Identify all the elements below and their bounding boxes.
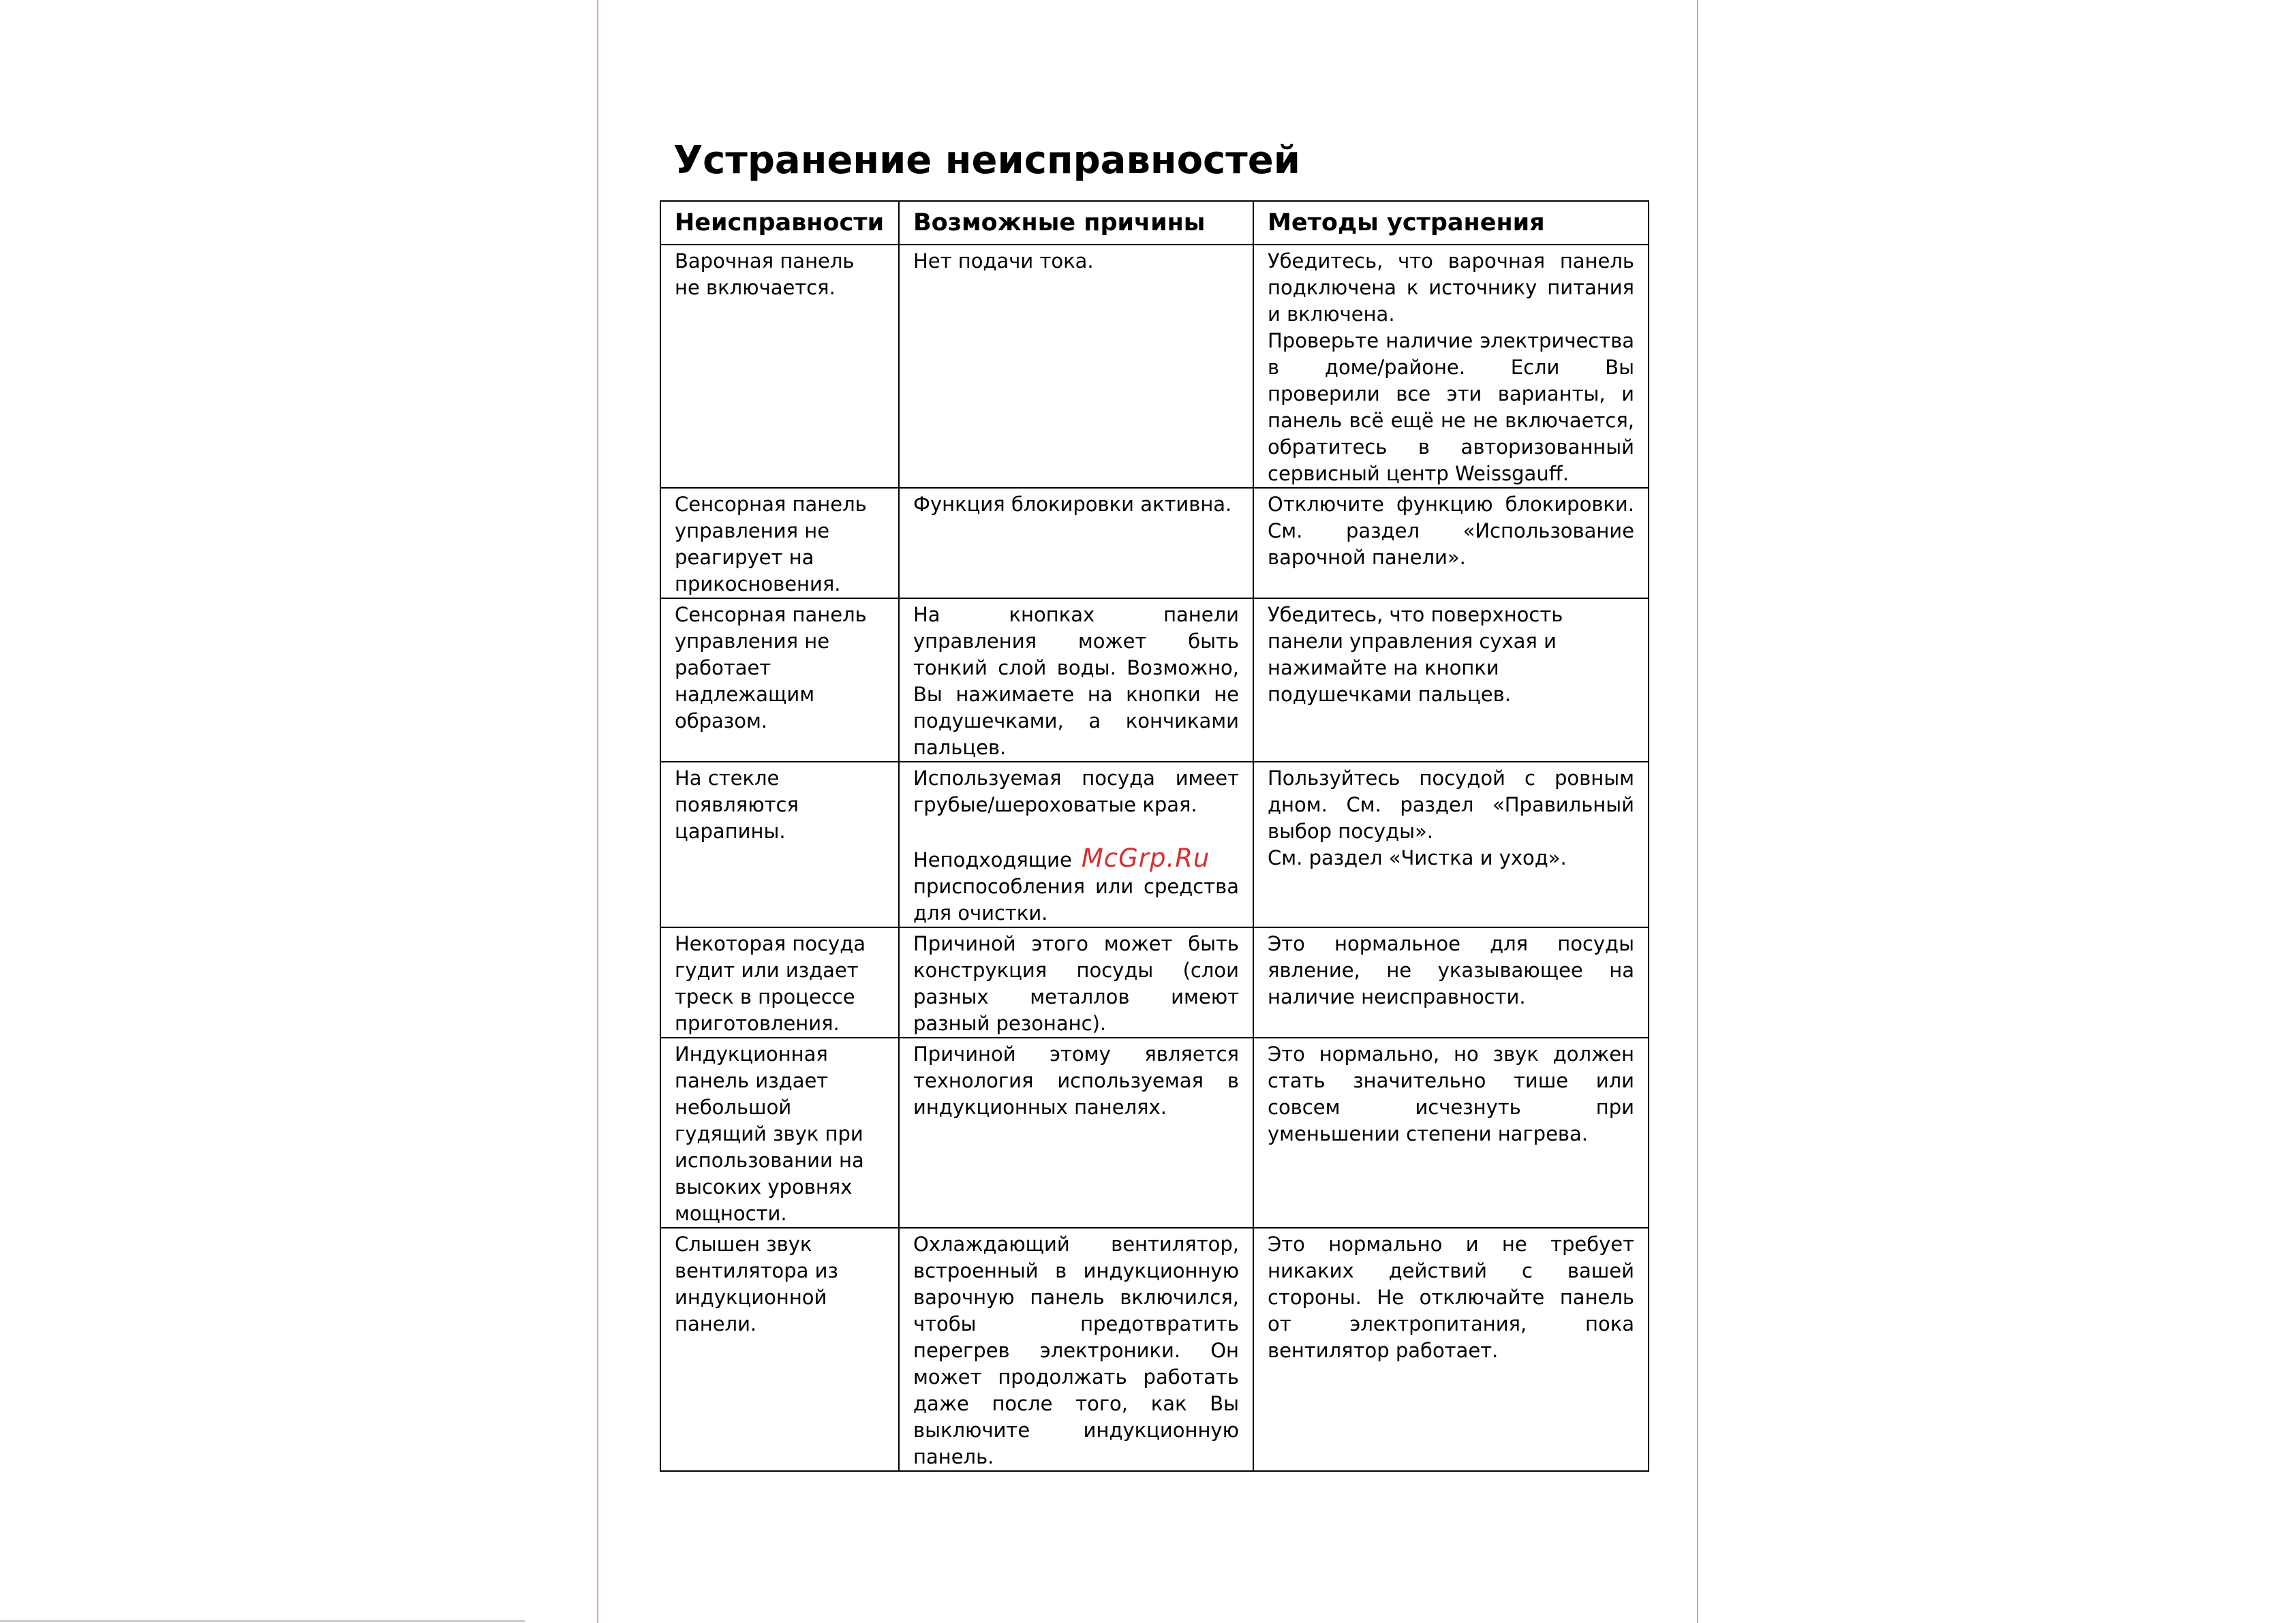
solution-cell <box>1253 488 1649 598</box>
table-row <box>660 245 1649 488</box>
table-row <box>660 1038 1649 1228</box>
solution-text: Это нормально, но звук должен стать значительно тише или совсем исчезнуть при уменьшении степени нагрева. <box>1268 1042 1634 1145</box>
cause-cell: Функция блокировки активна. <box>899 488 1253 598</box>
cause-text: приспособления или средства для очистки. <box>913 875 1239 925</box>
cause-text <box>913 845 1239 874</box>
table-row <box>660 762 1649 927</box>
bottom-divider-line <box>0 1620 525 1622</box>
cause-cell: Причиной этого может быть конструкция посуды (слои разных металлов имеют разный резонанс). <box>899 927 1253 1038</box>
cause-cell: Охлаждающий вентилятор, встроенный в индукционную варочную панель включился, чтобы предотвратить перегрев электроники. Он может продолжать работать даже после того, как Вы выключите индукционную панель. <box>899 1228 1253 1471</box>
solution-text: Проверьте наличие электричества в доме/районе. Если Вы проверили все эти варианты, и панель всё ещё не не включается, обратитесь в авторизованный сервисный центр Weissgauff. <box>1268 329 1634 485</box>
header-causes: Возможные причины <box>899 201 1253 245</box>
table-row <box>660 488 1649 598</box>
solution-text: Это нормальное для посуды явление, не указывающее на наличие неисправности. <box>1268 932 1634 1008</box>
solution-text: Убедитесь, что поверхность панели управления сухая и нажимайте на кнопки подушечками пальцев. <box>1268 603 1563 706</box>
header-problems: Неисправности <box>660 201 899 245</box>
solution-cell <box>1253 762 1649 927</box>
header-solutions: Методы устранения <box>1253 201 1649 245</box>
watermark-text: McGrp.Ru <box>1081 844 1210 873</box>
solution-text: См. раздел «Чистка и уход». <box>1268 846 1567 869</box>
cause-cell: На кнопках панели управления может быть тонкий слой воды. Возможно, Вы нажимаете на кнопки не подушечками, а кончиками пальцев. <box>899 598 1253 762</box>
table-row <box>660 927 1649 1038</box>
problem-cell: Сенсорная панель управления не реагирует на прикосновения. <box>660 488 899 598</box>
problem-cell: Сенсорная панель управления не работает надлежащим образом. <box>660 598 899 762</box>
problem-cell: Варочная панель не включается. <box>660 245 899 488</box>
troubleshooting-table <box>660 200 1649 1472</box>
solution-cell <box>1253 927 1649 1038</box>
solution-text: Отключите функцию блокировки. См. раздел «Использование варочной панели». <box>1268 493 1634 569</box>
problem-cell: На стекле появляются царапины. <box>660 762 899 927</box>
problem-cell: Индукционная панель издает небольшой гудящий звук при использовании на высоких уровнях мощности. <box>660 1038 899 1228</box>
solution-cell <box>1253 598 1649 762</box>
document-page <box>597 0 1698 1623</box>
table-row <box>660 598 1649 762</box>
cause-text: Используемая посуда имеет грубые/шероховатые края. <box>913 767 1239 816</box>
solution-text: Убедитесь, что варочная панель подключена к источнику питания и включена. <box>1268 249 1634 326</box>
solution-cell <box>1253 245 1649 488</box>
table-header-row <box>660 201 1649 245</box>
cause-text-start: Неподходящие <box>913 848 1072 871</box>
problem-cell: Слышен звук вентилятора из индукционной панели. <box>660 1228 899 1471</box>
solution-cell <box>1253 1228 1649 1471</box>
cause-cell: Нет подачи тока. <box>899 245 1253 488</box>
cause-cell <box>899 762 1253 927</box>
solution-cell <box>1253 1038 1649 1228</box>
table-row <box>660 1228 1649 1471</box>
solution-text: Это нормально и не требует никаких действий с вашей стороны. Не отключайте панель от электропитания, пока вентилятор работает. <box>1268 1233 1634 1362</box>
problem-cell: Некоторая посуда гудит или издает треск в процессе приготовления. <box>660 927 899 1038</box>
cause-cell: Причиной этому является технология используемая в индукционных панелях. <box>899 1038 1253 1228</box>
solution-text: Пользуйтесь посудой с ровным дном. См. раздел «Правильный выбор посуды». <box>1268 767 1634 843</box>
page-title: Устранение неисправностей <box>673 138 1300 183</box>
